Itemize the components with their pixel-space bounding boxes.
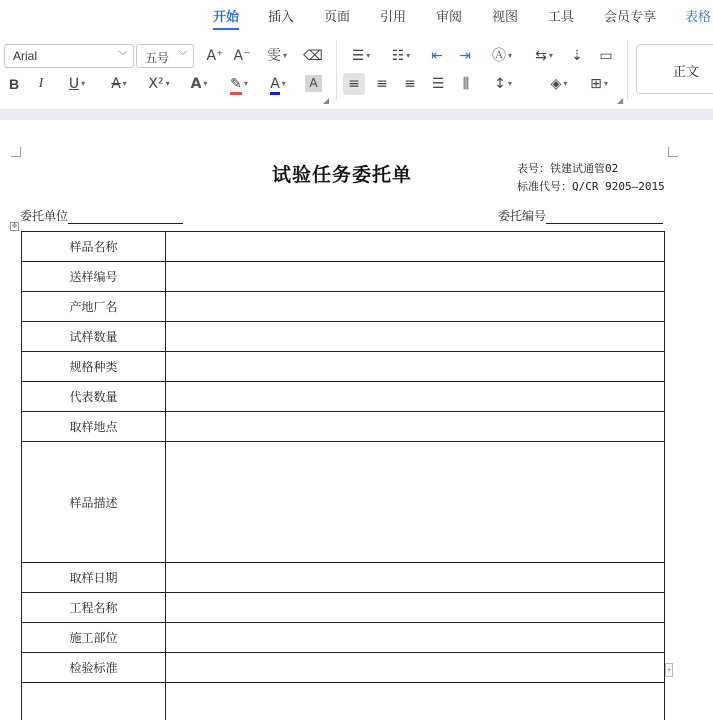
- char-shading-button[interactable]: A: [305, 75, 322, 92]
- crop-mark-top-left: [11, 147, 21, 157]
- row-label: 代表数量: [22, 382, 166, 412]
- table-row: [22, 593, 665, 623]
- table-row: [22, 292, 665, 322]
- text-effect-button[interactable]: [183, 73, 215, 95]
- line-spacing-icon[interactable]: ↕ ▾: [494, 76, 512, 92]
- style-normal-button[interactable]: [636, 44, 713, 94]
- font-size-select[interactable]: [136, 44, 194, 68]
- standard-code: 标准代号：Q/CR 9205—2015: [517, 180, 665, 193]
- table-move-handle-icon[interactable]: ✥: [11, 222, 18, 230]
- align-right-icon[interactable]: ≡: [404, 76, 416, 92]
- form-number: 表号：铁建试通管02: [517, 162, 619, 175]
- align-left-icon[interactable]: ≡: [343, 73, 365, 95]
- table-row: [22, 563, 665, 593]
- commission-number-field: [498, 207, 663, 224]
- client-unit-label: 委托单位: [20, 209, 69, 223]
- toolbar-separator: [336, 40, 337, 100]
- highlight-button[interactable]: [223, 73, 255, 95]
- table-row: [22, 623, 665, 653]
- font-name-select[interactable]: [4, 44, 134, 68]
- row-value-cell[interactable]: [166, 232, 665, 262]
- row-label: 取样地点: [22, 412, 166, 442]
- align-center-icon[interactable]: ≡: [376, 76, 388, 92]
- italic-button[interactable]: I: [38, 76, 44, 91]
- borders-icon[interactable]: ⊞ ▾: [590, 76, 608, 92]
- tab-view[interactable]: 视图: [492, 10, 519, 25]
- tab-home[interactable]: 开始: [213, 6, 239, 25]
- shrink-font-button[interactable]: A⁻: [233, 48, 251, 64]
- table-row: [22, 412, 665, 442]
- row-value-cell[interactable]: [166, 352, 665, 382]
- highlight-pen-icon: ✎: [230, 76, 242, 95]
- row-value-cell[interactable]: [166, 623, 665, 653]
- row-value-cell[interactable]: [166, 593, 665, 623]
- show-marks-icon[interactable]: ▭: [599, 48, 613, 64]
- strikethrough-label: A: [111, 76, 121, 92]
- document-page[interactable]: [0, 120, 713, 720]
- text-direction-icon[interactable]: Ⓐ ▾: [491, 48, 512, 64]
- caret-down-icon: ▾: [203, 79, 208, 88]
- tab-tools[interactable]: 工具: [548, 10, 575, 25]
- tab-page[interactable]: 页面: [324, 10, 351, 25]
- commission-number-blank[interactable]: [546, 211, 663, 224]
- superscript-label: X²: [148, 76, 164, 92]
- tab-review[interactable]: 审阅: [436, 10, 463, 25]
- tab-references[interactable]: 引用: [380, 10, 407, 25]
- table-row: [22, 352, 665, 382]
- clear-format-icon[interactable]: ⌫: [303, 48, 323, 64]
- numbering-icon[interactable]: ☷ ▾: [391, 48, 411, 64]
- table-row: [22, 442, 665, 563]
- grow-font-button[interactable]: A⁺: [206, 48, 224, 64]
- table-row: [22, 653, 665, 683]
- superscript-button[interactable]: [143, 73, 175, 95]
- tab-member[interactable]: 会员专享: [604, 10, 657, 25]
- row-label: 规格种类: [22, 352, 166, 382]
- caret-down-icon: ▾: [81, 79, 86, 88]
- font-color-button[interactable]: [262, 73, 294, 95]
- menu-bar: [0, 0, 713, 32]
- tab-table[interactable]: 表格: [685, 10, 712, 25]
- style-normal-label: 正文: [673, 65, 700, 80]
- add-row-handle-icon[interactable]: +: [665, 663, 673, 677]
- decrease-indent-icon[interactable]: ⇤: [431, 48, 443, 64]
- caret-down-icon: ▾: [165, 79, 170, 88]
- commission-number-label: 委托编号: [498, 209, 547, 223]
- caret-down-icon: ▾: [281, 79, 286, 88]
- table-row: [22, 262, 665, 292]
- crop-mark-top-right: [668, 147, 678, 157]
- toolbar-separator: [627, 40, 628, 100]
- caret-down-icon: ▾: [122, 79, 127, 88]
- chevron-down-icon: ⌵: [118, 46, 127, 58]
- bullets-icon[interactable]: ☰ ▾: [351, 48, 371, 64]
- row-label: 样品名称: [22, 232, 166, 262]
- font-color-label: A: [270, 76, 280, 95]
- tab-insert[interactable]: 插入: [268, 10, 295, 25]
- increase-indent-icon[interactable]: ⇥: [459, 48, 471, 64]
- row-value-cell[interactable]: [166, 653, 665, 683]
- font-dialog-launcher-icon[interactable]: ◢: [323, 96, 330, 105]
- row-value-cell[interactable]: [166, 442, 665, 563]
- row-label: 施工部位: [22, 623, 166, 653]
- row-value-cell[interactable]: [166, 292, 665, 322]
- row-label: 样品描述: [22, 442, 166, 563]
- row-value-cell[interactable]: [166, 382, 665, 412]
- sort-icon[interactable]: ⇆ ▾: [535, 48, 553, 64]
- font-size-value: 五号: [145, 51, 170, 65]
- commission-form-table: [21, 231, 665, 720]
- client-unit-blank[interactable]: [68, 211, 183, 224]
- ribbon-toolbar: [0, 32, 713, 110]
- distributed-icon[interactable]: ⫼: [462, 76, 470, 92]
- sort-az-icon[interactable]: ⇣: [571, 48, 583, 64]
- row-value-cell[interactable]: [166, 322, 665, 352]
- row-value-cell[interactable]: [166, 412, 665, 442]
- shading-icon[interactable]: ◈ ▾: [550, 76, 568, 92]
- table-row: [22, 322, 665, 352]
- strikethrough-button[interactable]: [104, 73, 134, 95]
- row-value-cell[interactable]: [166, 262, 665, 292]
- row-label: [22, 683, 166, 720]
- caret-down-icon: ▾: [243, 79, 248, 88]
- row-value-cell[interactable]: [166, 683, 665, 720]
- row-label: 试样数量: [22, 322, 166, 352]
- row-label: 取样日期: [22, 563, 166, 593]
- row-label: 检验标准: [22, 653, 166, 683]
- row-label: 送样编号: [22, 262, 166, 292]
- row-label: 产地厂名: [22, 292, 166, 322]
- caret-down-icon: ▾: [282, 51, 287, 60]
- client-unit-field: [20, 207, 183, 224]
- font-name-value: Arial: [13, 49, 38, 63]
- text-effect-label: A: [190, 76, 202, 92]
- chevron-down-icon: ⌵: [178, 46, 187, 58]
- table-row: [22, 382, 665, 412]
- phonetic-guide-label: 雯: [266, 48, 281, 64]
- document-title: 试验任务委托单: [272, 164, 413, 186]
- table-row: [22, 683, 665, 720]
- row-value-cell[interactable]: [166, 563, 665, 593]
- paragraph-dialog-launcher-icon[interactable]: ◢: [617, 96, 624, 105]
- underline-label: U: [68, 76, 80, 92]
- table-row: [22, 232, 665, 262]
- bold-button[interactable]: B: [8, 76, 20, 92]
- workspace-background: [0, 110, 713, 120]
- underline-button[interactable]: [60, 73, 94, 95]
- phonetic-guide-button[interactable]: [262, 45, 292, 67]
- row-label: 工程名称: [22, 593, 166, 623]
- justify-icon[interactable]: ☰: [431, 76, 445, 92]
